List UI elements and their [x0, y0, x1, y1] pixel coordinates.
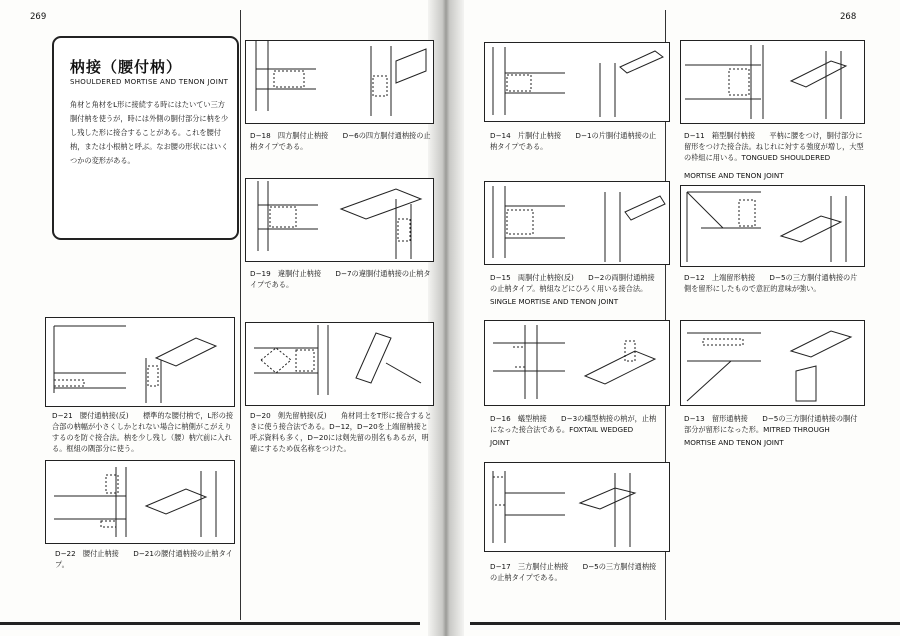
figure-d19 [245, 178, 434, 262]
figure-d17 [484, 462, 670, 552]
section-title: 枘接（腰付枘） [70, 58, 183, 76]
caption-d21: D−21 腰付通枘接(反) 標準的な腰付枘で，L形の接合部の枘幅が小さくしかとれない場合に枘側がこがえりするのを防ぐ接合法。枘を少し残し（腰）枘穴前に入れる。框組の隅部分に使う。 [52, 411, 234, 453]
caption-d11: D−11 箱型胴付枘接 平枘に腰をつけ，胴付部分に留形をつけた接合法。ねじれに対する強度が増し，大型の枠組に用いる。TONGUED SHOULDERED [684, 131, 864, 162]
caption-d17: D−17 三方胴付止枘接 D−5の三方胴付通枘接の止枘タイプである。 [490, 562, 657, 582]
section-title-box [52, 36, 239, 240]
figure-d12 [680, 185, 865, 267]
caption-d18: D−18 四方胴付止枘接 D−6の四方胴付通枘接の止枘タイプである。 [250, 131, 431, 151]
figure-d11 [680, 40, 865, 124]
page-number-right: 268 [840, 12, 857, 22]
figure-d20 [245, 322, 434, 406]
caption-d12: D−12 上端留形枘接 D−5の三方胴付通枘接の片側を留形にしたもので意匠的意味が強い。 [684, 273, 858, 293]
figure-d22 [45, 460, 235, 544]
page-bottom-edge [470, 622, 900, 625]
figure-d13 [680, 320, 865, 406]
section-intro-text: 角材と角材をL形に接続する時にはたいてい三方胴付枘を使うが，時には外側の胴付部分に枘を少し残した形に接合することがある。これを腰付枘，または小根枘と呼ぶ。なお腰の形状にはいくつかの変形がある。 [70, 100, 229, 165]
caption-d15: D−15 両胴付止枘接(反) D−2の両胴付通枘接の止枘タイプ。枘組などにひろく用いる接合法。 [490, 273, 655, 293]
caption-d13-english: MORTISE AND TENON JOINT [684, 438, 784, 447]
figure-d15 [484, 181, 670, 265]
caption-d15-english: SINGLE MORTISE AND TENON JOINT [490, 297, 619, 306]
figure-d21 [45, 317, 235, 407]
figure-d14 [484, 42, 670, 122]
caption-d19: D−19 違胴付止枘接 D−7の違胴付通枘接の止枘タイプである。 [250, 269, 431, 289]
caption-d20: D−20 剣先留枘接(反) 角材同士をT形に接合するときに使う接合法である。D−12，D−20を上端留枘接と呼ぶ資料も多く，D−20には剣先留の別名もあるが，明確にするため仮名称をつけた。 [250, 411, 432, 453]
page-bottom-edge [0, 622, 420, 625]
figure-d18 [245, 40, 434, 124]
column-divider [240, 10, 241, 620]
caption-d22: D−22 腰付止枘接 D−21の腰付通枘接の止枘タイプ。 [55, 549, 233, 569]
caption-d11-english: MORTISE AND TENON JOINT [684, 171, 784, 180]
caption-d13: D−13 留形通枘接 D−5の三方胴付通枘接の胴付部分が留形になった形。MITRED THROUGH [684, 414, 858, 434]
figure-d16 [484, 320, 670, 406]
caption-d14: D−14 片胴付止枘接 D−1の片胴付通枘接の止枘タイプである。 [490, 131, 657, 151]
caption-d16-english: JOINT [490, 438, 510, 447]
caption-d16: D−16 蟻型枘接 D−3の蟻型枘接の枘が，止枘になった接合法である。FOXTAIL WEDGED [490, 414, 657, 434]
page-number-left: 269 [30, 12, 47, 22]
section-title-english: SHOULDERED MORTISE AND TENON JOINT [70, 78, 229, 86]
